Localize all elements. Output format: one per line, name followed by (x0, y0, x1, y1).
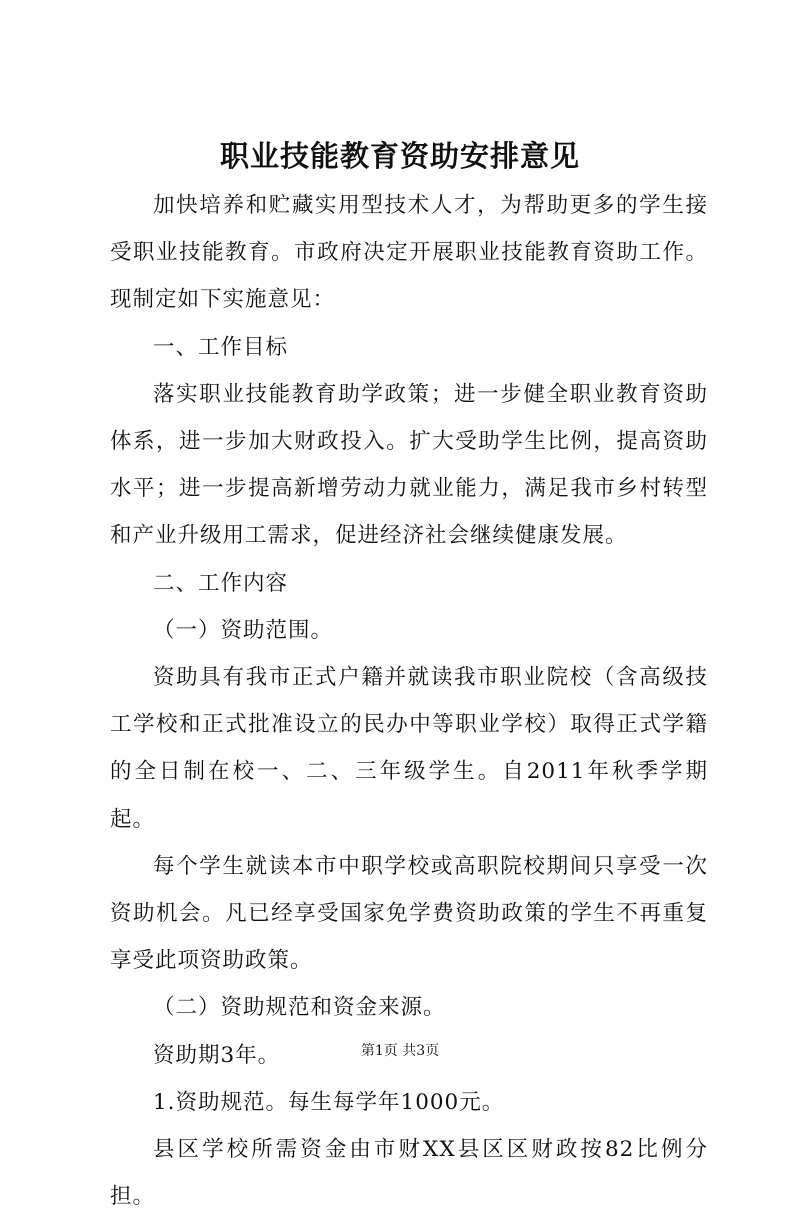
paragraph-funding-standard: 1.资助规范。每生每学年1000元。 (153, 1089, 505, 1115)
page-number-footer: 第1页 共3页 (360, 1043, 440, 1059)
paragraph-funding-scope: 资助具有我市正式户籍并就读我市职业院校（含高级技工学校和正式批准设立的民办中等职业学校）取得正式学籍的全日制在校一、二、三年级学生。自2011年秋季学期起。 (110, 665, 708, 832)
paragraph-work-goals: 落实职业技能教育助学政策；进一步健全职业教育资助体系，进一步加大财政投入。扩大受助学生比例，提高资助水平；进一步提高新增劳动力就业能力，满足我市乡村转型和产业升级用工需求，促进经济社会继续健康发展。 (110, 381, 708, 549)
subheading-funding-scope: （一）资助范围。 (153, 617, 334, 643)
paragraph-funding-source: 县区学校所需资金由市财XX县区区财政按82比例分担。 (110, 1137, 708, 1210)
paragraph-one-time-funding: 每个学生就读本市中职学校或高职院校期间只享受一次资助机会。凡已经享受国家免学费资助政策的学生不再重复享受此项资助政策。 (110, 853, 708, 974)
section-heading-work-goals: 一、工作目标 (153, 334, 289, 360)
subheading-funding-standards: （二）资助规范和资金来源。 (153, 995, 446, 1021)
paragraph-funding-period: 资助期3年。 (153, 1042, 281, 1068)
document-title: 职业技能教育资助安排意见 (219, 139, 580, 173)
document-body (110, 182, 708, 1220)
section-heading-work-content: 二、工作内容 (153, 570, 289, 596)
paragraph-intro: 加快培养和贮藏实用型技术人才，为帮助更多的学生接受职业技能教育。市政府决定开展职业技能教育资助工作。现制定如下实施意见： (110, 193, 708, 313)
